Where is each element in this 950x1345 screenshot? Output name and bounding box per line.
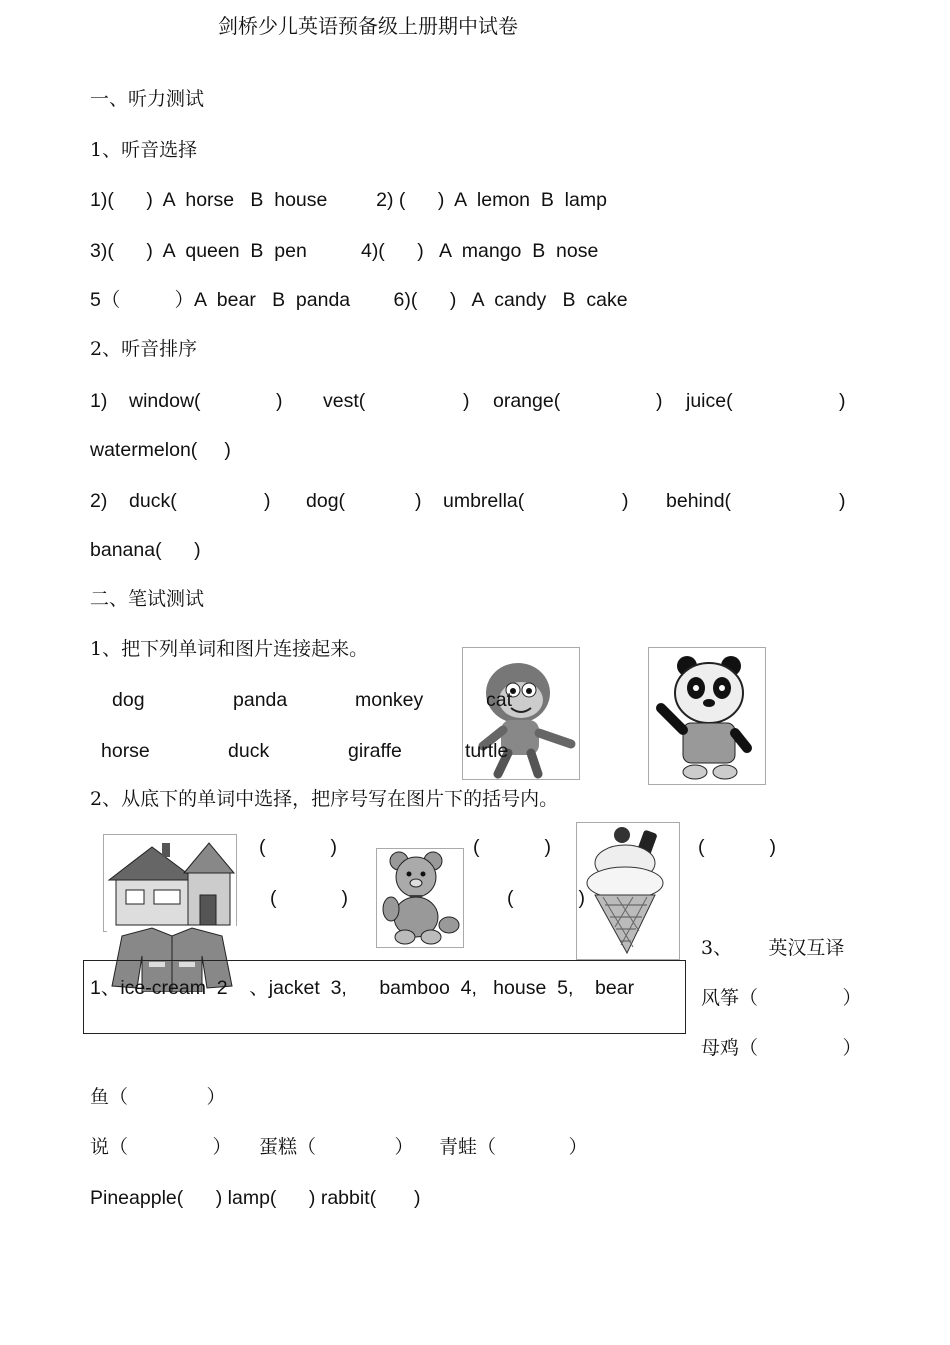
match-heading: 1、把下列单词和图片连接起来。: [90, 638, 369, 660]
order-row-3-a: 2) duck(: [90, 490, 177, 512]
order-row-3-h: ): [839, 490, 846, 512]
order-row-3-f: ): [622, 490, 629, 512]
word-bank: 1、ice-cream 2 、jacket 3, bamboo 4, house 5, bear: [90, 977, 635, 999]
order-row-2: watermelon( ): [90, 439, 231, 461]
translate-kite: 风筝（ ）: [701, 987, 862, 1009]
order-row-1-c: vest(: [323, 390, 366, 412]
match-word-horse: horse: [101, 740, 150, 762]
answer-blank-3[interactable]: ( ): [698, 836, 776, 858]
ice-cream-picture: [576, 822, 680, 960]
order-row-1-h: ): [839, 390, 846, 412]
order-row-3-b: ): [264, 490, 271, 512]
translate-say: 说（ ）: [90, 1136, 232, 1158]
order-row-3-c: dog(: [306, 490, 346, 512]
listening-choice-row-1: 1)( ) A horse B house 2) ( ) A lemon B lamp: [90, 189, 607, 211]
translate-heading: 3、 英汉互译: [701, 937, 845, 959]
translate-fish: 鱼（ ）: [90, 1086, 226, 1108]
order-row-1-d: ): [463, 390, 470, 412]
page-title: 剑桥少儿英语预备级上册期中试卷: [218, 14, 518, 38]
order-row-3-d: ): [415, 490, 422, 512]
teddy-bear-picture: [376, 848, 464, 948]
answer-blank-1[interactable]: ( ): [259, 836, 337, 858]
choose-heading: 2、从底下的单词中选择，把序号写在图片下的括号内。: [90, 788, 559, 810]
part1-heading: 1、听音选择: [90, 139, 198, 161]
listening-choice-row-3: 5（ ）A bear B panda 6)( ) A candy B cake: [90, 289, 628, 311]
match-word-dog: dog: [112, 689, 145, 711]
order-row-1-f: ): [656, 390, 663, 412]
answer-blank-2[interactable]: ( ): [473, 836, 551, 858]
match-word-giraffe: giraffe: [348, 740, 402, 762]
match-word-panda: panda: [233, 689, 288, 711]
match-word-cat: cat: [486, 689, 513, 711]
section2-heading: 二、笔试测试: [90, 588, 205, 610]
order-row-1-g: juice(: [686, 390, 733, 412]
panda-picture: [648, 647, 766, 785]
section1-heading: 一、听力测试: [90, 88, 205, 110]
order-row-3-e: umbrella(: [443, 490, 525, 512]
match-word-turtle: turtle: [465, 740, 509, 762]
match-word-duck: duck: [228, 740, 270, 762]
part2-heading: 2、听音排序: [90, 338, 198, 360]
listening-choice-row-2: 3)( ) A queen B pen 4)( ) A mango B nose: [90, 240, 599, 262]
answer-blank-5[interactable]: ( ): [507, 887, 585, 909]
translate-cake: 蛋糕（ ）: [259, 1136, 414, 1158]
order-row-3-g: behind(: [666, 490, 732, 512]
match-word-monkey: monkey: [355, 689, 424, 711]
order-row-4: banana( ): [90, 539, 201, 561]
order-row-1-e: orange(: [493, 390, 561, 412]
order-row-1-b: ): [276, 390, 283, 412]
translate-english-row: Pineapple( ) lamp( ) rabbit( ): [90, 1187, 421, 1209]
answer-blank-4[interactable]: ( ): [270, 887, 348, 909]
house-picture: [103, 834, 237, 932]
translate-hen: 母鸡（ ）: [701, 1037, 862, 1059]
order-row-1-a: 1) window(: [90, 390, 201, 412]
translate-frog: 青蛙（ ）: [439, 1136, 588, 1158]
